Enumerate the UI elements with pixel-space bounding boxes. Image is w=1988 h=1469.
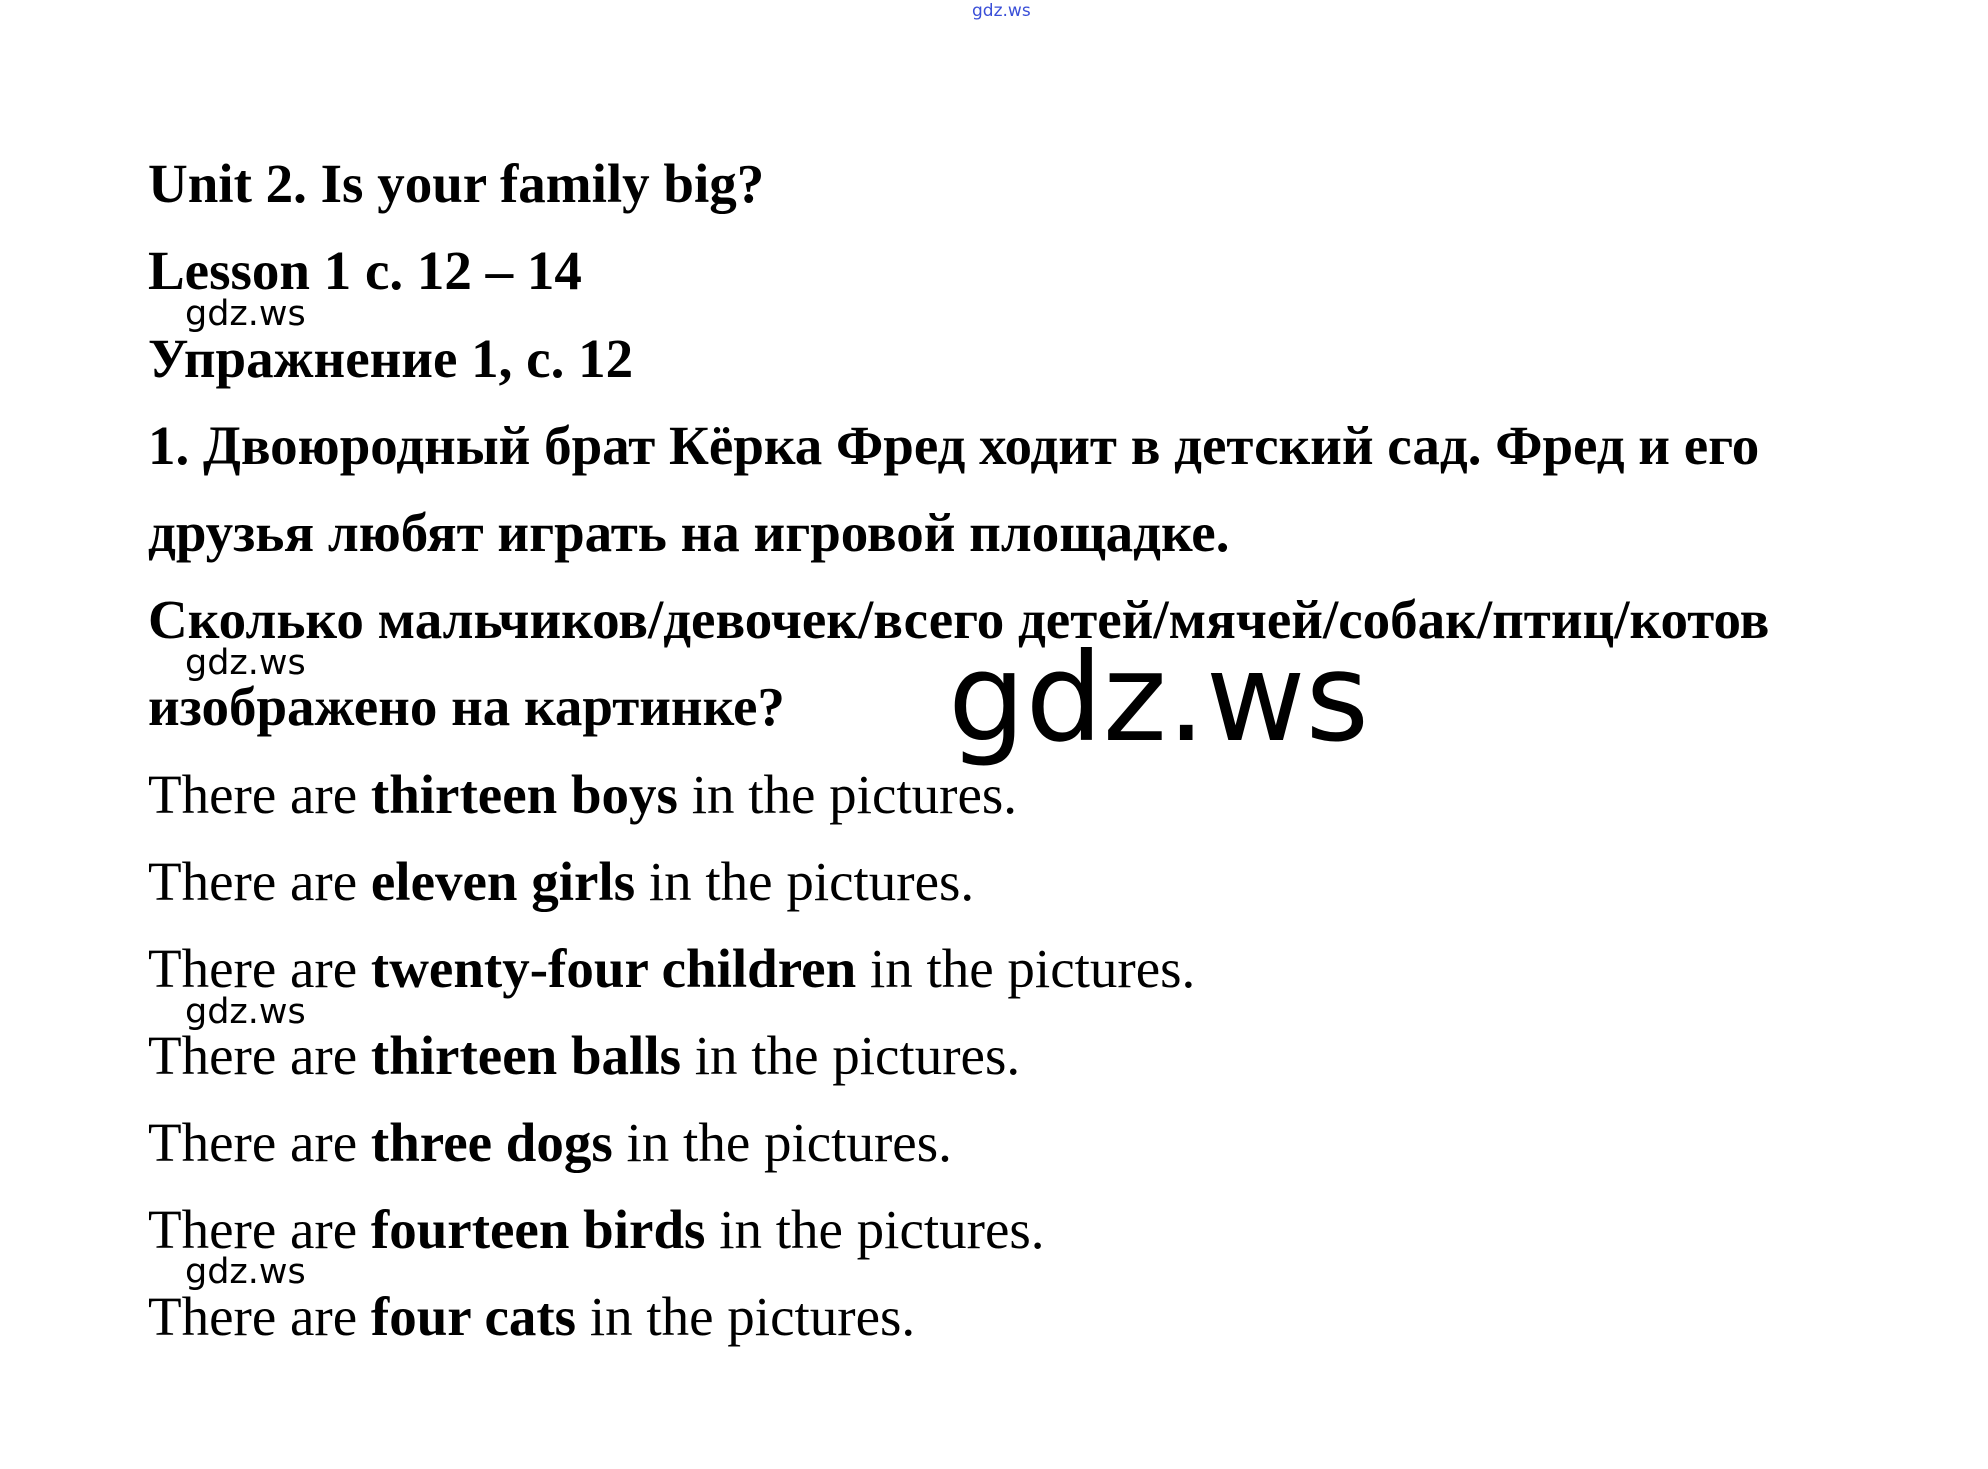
unit-title: Unit 2. Is your family big?: [148, 153, 765, 214]
answer-suffix: in the pictures.: [705, 1199, 1045, 1260]
answer-suffix: in the pictures.: [576, 1286, 916, 1347]
answer-line: [148, 1110, 952, 1176]
answer-suffix: in the pictures.: [612, 1112, 952, 1173]
answer-prefix: There are: [148, 1286, 371, 1347]
answer-prefix: There are: [148, 764, 371, 825]
answer-line: [148, 1023, 1020, 1089]
answer-highlight: twenty-four children: [370, 938, 857, 999]
answer-line: [148, 762, 1017, 828]
answer-highlight: three dogs: [370, 1112, 613, 1173]
answer-highlight: four cats: [370, 1286, 577, 1347]
answer-suffix: in the pictures.: [635, 851, 975, 912]
answer-suffix: in the pictures.: [681, 1025, 1021, 1086]
task-line-4: изображено на картинке?: [148, 676, 785, 737]
answer-highlight: thirteen boys: [370, 764, 678, 825]
answer-prefix: There are: [148, 1112, 371, 1173]
watermark-small-4: gdz.ws: [185, 1252, 306, 1292]
answer-prefix: There are: [148, 851, 371, 912]
answer-prefix: There are: [148, 938, 371, 999]
watermark-small-3: gdz.ws: [185, 992, 306, 1032]
answer-prefix: There are: [148, 1199, 371, 1260]
task-line-3: Сколько мальчиков/девочек/всего детей/мячей/собак/птиц/котов: [148, 589, 1770, 650]
task-line-2: друзья любят играть на игровой площадке.: [148, 502, 1230, 563]
exercise-title: Упражнение 1, с. 12: [148, 328, 634, 389]
answer-line: [148, 1284, 915, 1350]
top-watermark: gdz.ws: [972, 1, 1031, 21]
answer-line: [148, 849, 974, 915]
answer-highlight: fourteen birds: [370, 1199, 706, 1260]
watermark-small-2: gdz.ws: [185, 643, 306, 683]
answer-highlight: thirteen balls: [370, 1025, 682, 1086]
answer-suffix: in the pictures.: [677, 764, 1018, 825]
watermark-small-1: gdz.ws: [185, 294, 306, 334]
lesson-title: Lesson 1 с. 12 – 14: [148, 240, 582, 301]
answer-suffix: in the pictures.: [856, 938, 1196, 999]
answer-prefix: There are: [148, 1025, 371, 1086]
task-line-1: 1. Двоюродный брат Кёрка Фред ходит в детский сад. Фред и его: [148, 415, 1760, 476]
answer-highlight: eleven girls: [370, 851, 636, 912]
watermark-large: gdz.ws: [948, 627, 1370, 769]
